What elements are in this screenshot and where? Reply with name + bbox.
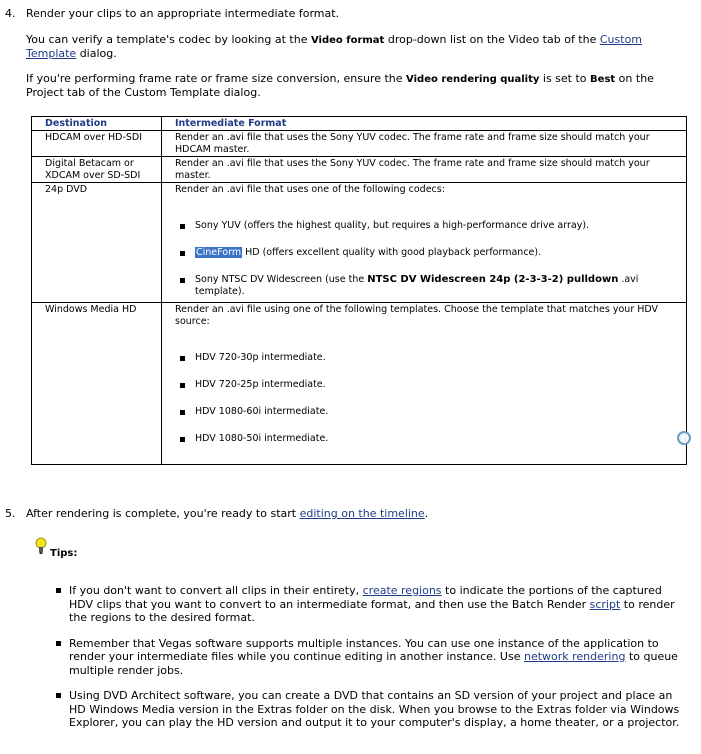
text: to indicate the portions of the captured HDV clips that you want to convert to an intermediate format, and then use the Batch Render	[69, 584, 662, 611]
tips-label: Tips:	[50, 548, 78, 559]
text: Remember that Vegas software supports multiple instances. You can use one instance of the application to render your intermediate files while you continue editing in another instance. Use	[69, 636, 659, 663]
editing-on-timeline-link[interactable]: editing on the timeline	[299, 507, 425, 520]
codec-list	[175, 220, 680, 298]
step-4-paragraph-1	[26, 33, 676, 60]
template-list	[175, 352, 680, 445]
best-label: Best	[590, 74, 616, 85]
wmhd-intro: Render an .avi file using one of the following templates. Choose the template that matches your HDV source:	[175, 304, 659, 327]
text: You can verify a template's codec by looking at the	[26, 33, 311, 46]
text: HD (offers excellent quality with good playback performance).	[242, 247, 542, 258]
text: After rendering is complete, you're ready to start	[26, 507, 300, 520]
create-regions-link[interactable]: create regions	[362, 584, 442, 597]
text: dialog.	[76, 47, 117, 60]
template-name: NTSC DV Widescreen 24p (2-3-3-2) pulldown	[367, 274, 619, 285]
format-cell	[162, 183, 687, 303]
destination-cell: HDCAM over HD-SDI	[32, 131, 162, 157]
text: is set to	[539, 72, 591, 85]
table-row	[32, 183, 687, 303]
step-4-number: 4.	[5, 7, 16, 20]
list-item	[175, 274, 680, 298]
tip-item: Using DVD Architect software, you can create a DVD that contains an SD version of your project and place an HD Windows Media version in the Extras folder on the disk. When you browse to the Extras folder via Windows Explorer, you can play the HD version and output it to your computer's display, a home theater, or a projector.	[56, 689, 686, 730]
format-cell	[162, 303, 687, 465]
step-5-number: 5.	[5, 507, 16, 520]
intermediate-format-header: Intermediate Format	[162, 117, 687, 131]
network-rendering-link[interactable]: network rendering	[523, 650, 626, 663]
destination-cell: Digital Betacam or XDCAM over SD-SDI	[32, 157, 162, 183]
custom-template-link[interactable]: Custom Template	[26, 33, 643, 60]
lightbulb-icon	[35, 537, 47, 555]
list-item: HDV 1080-50i intermediate.	[175, 433, 680, 445]
table-row	[32, 303, 687, 465]
list-item	[175, 247, 680, 259]
list-item: HDV 720-25p intermediate.	[175, 379, 680, 391]
highlighted-text: CineForm	[196, 247, 242, 258]
text: to queue multiple render jobs.	[69, 650, 678, 677]
video-rendering-quality-label: Video rendering quality	[406, 74, 540, 85]
video-format-label: Video format	[310, 35, 385, 46]
destination-cell: Windows Media HD	[32, 303, 162, 465]
dvd-intro: Render an .avi file that uses one of the following codecs:	[175, 184, 445, 195]
tip-item	[56, 584, 686, 625]
destination-header: Destination	[32, 117, 162, 131]
table-row	[32, 131, 687, 157]
scroll-indicator-icon[interactable]	[677, 431, 691, 445]
text: on the Project tab of the Custom Template dialog.	[26, 72, 654, 99]
format-cell: Render an .avi file that uses the Sony YUV codec. The frame rate and frame size should match your master.	[162, 157, 687, 183]
text: .avi template).	[195, 274, 639, 297]
list-item: Sony YUV (offers the highest quality, but requires a high-performance drive array).	[175, 220, 680, 232]
table-row	[32, 157, 687, 183]
text: If you don't want to convert all clips in their entirety,	[69, 584, 363, 597]
text: If you're performing frame rate or frame size conversion, ensure the	[26, 72, 407, 85]
script-link[interactable]: script	[589, 597, 621, 611]
tips-list	[56, 584, 686, 730]
table-header-row	[32, 117, 687, 131]
text: to render the regions to the desired format.	[69, 597, 675, 624]
list-item: HDV 1080-60i intermediate.	[175, 406, 680, 418]
destination-cell: 24p DVD	[32, 183, 162, 303]
step-5-text	[26, 507, 428, 520]
tip-item	[56, 637, 686, 678]
step-4-heading: Render your clips to an appropriate intermediate format.	[26, 7, 340, 20]
text: drop-down list on the Video tab of the	[384, 33, 600, 46]
list-item: HDV 720-30p intermediate.	[175, 352, 680, 364]
format-cell: Render an .avi file that uses the Sony YUV codec. The frame rate and frame size should match your HDCAM master.	[162, 131, 687, 157]
text: Sony NTSC DV Widescreen (use the	[195, 274, 368, 285]
intermediate-format-table	[31, 116, 687, 465]
step-4-paragraph-2	[26, 72, 676, 99]
text: .	[424, 507, 429, 520]
